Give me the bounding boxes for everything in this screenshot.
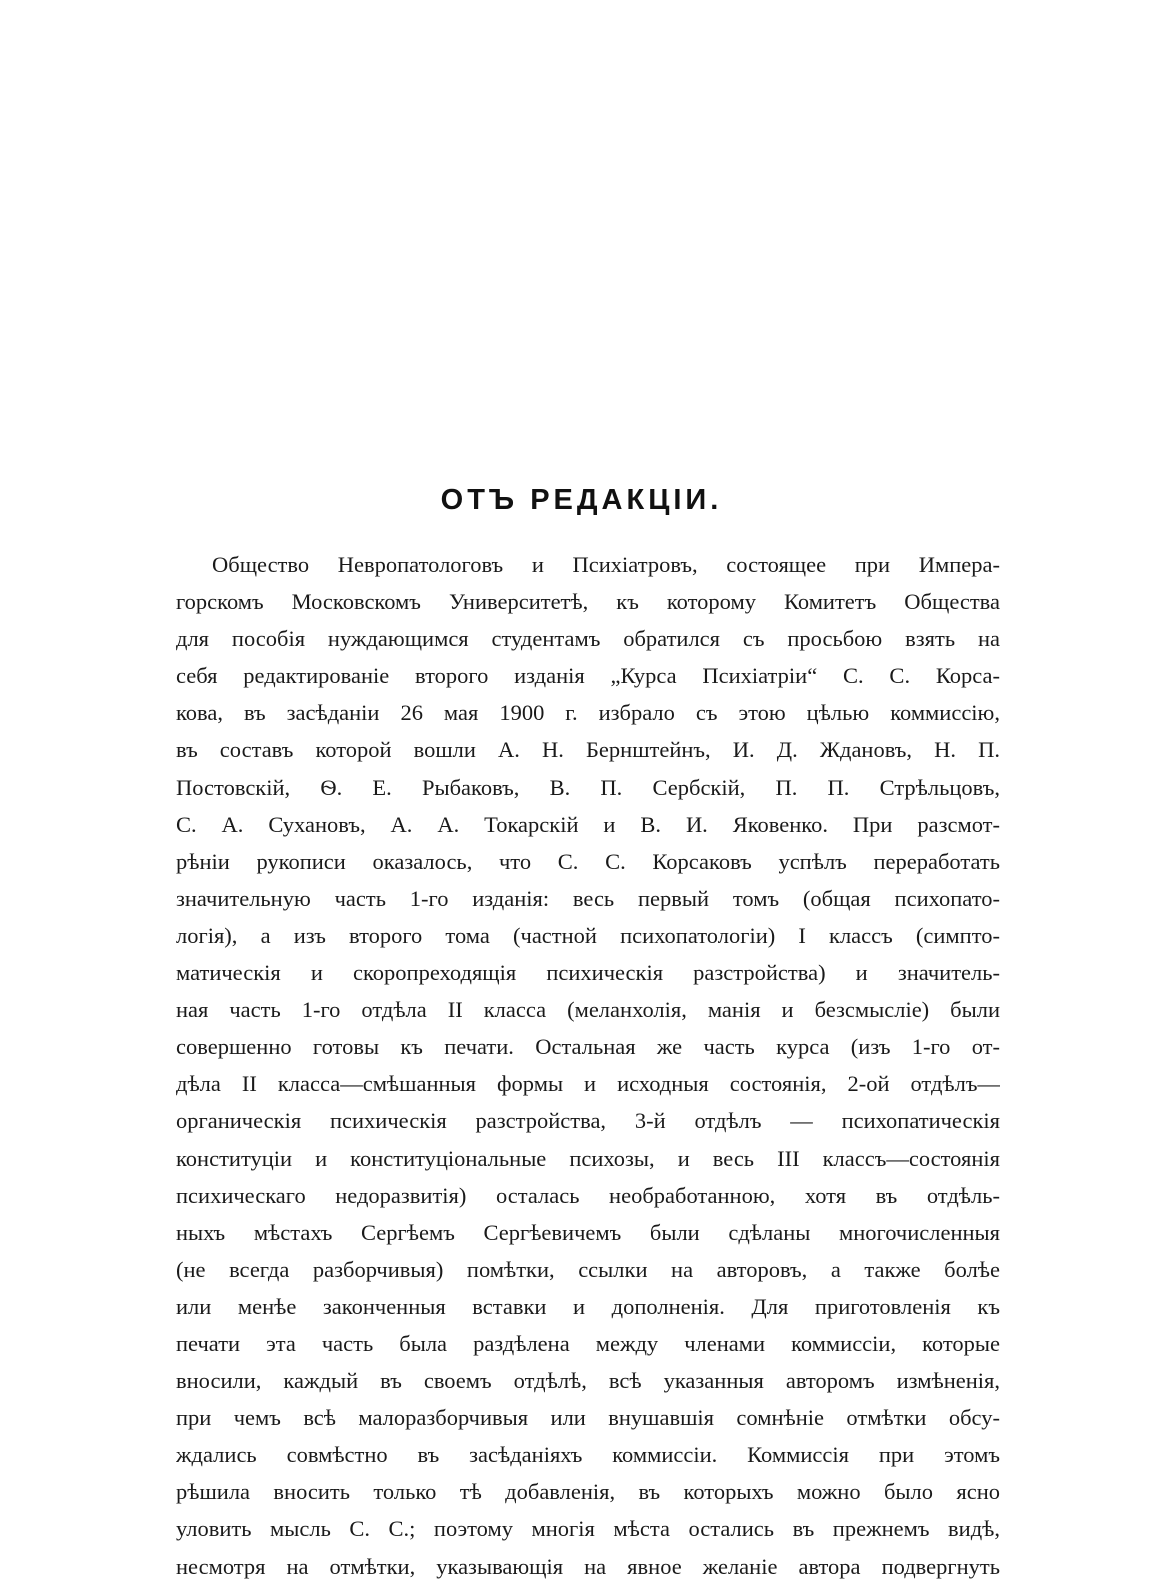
text-line: матическія и скоропреходящія психическія разстройства) и значитель- [176,960,1000,986]
text-line: рѣніи рукописи оказалось, что С. С. Корсаковъ успѣлъ переработать [176,848,1000,874]
text-line: (не всегда разборчивыя) помѣтки, ссылки на авторовъ, а также болѣе [176,1256,1000,1282]
text-line: органическія психическія разстройства, 3-й отдѣлъ — психопатическія [176,1108,1000,1134]
text-line: психическаго недоразвитія) осталась необработанною, хотя въ отдѣль- [176,1182,1000,1208]
text-line: уловить мысль С. С.; поэтому многія мѣста остались въ прежнемъ видѣ, [176,1516,1000,1542]
text-line: горскомъ Московскомъ Университетѣ, къ которому Комитетъ Общества [176,589,1000,615]
text-line: несмотря на отмѣтки, указывающія на явное желаніе автора подвергнуть [176,1553,1000,1579]
text-line: себя редактированіе второго изданія „Курса Психіатріи“ С. С. Корса- [176,663,1000,689]
text-line: логія), а изъ второго тома (частной психопатологіи) I классъ (симпто- [176,922,1000,948]
text-line: Общество Невропатологовъ и Психіатровъ, состоящее при Импера- [212,552,1000,577]
preface-paragraph [176,546,1000,1585]
text-line: ждались совмѣстно въ засѣданіяхъ коммиссіи. Коммиссія при этомъ [176,1442,1000,1468]
text-line: вносили, каждый въ своемъ отдѣлѣ, всѣ указанныя авторомъ измѣненія, [176,1368,1000,1394]
text-line: С. А. Сухановъ, А. А. Токарскій и В. И. Яковенко. При разсмот- [176,811,1000,837]
text-line: рѣшила вносить только тѣ добавленія, въ которыхъ можно было ясно [176,1479,1000,1505]
text-line: или менѣе законченныя вставки и дополненія. Для приготовленія къ [176,1293,1000,1319]
text-line: кова, въ засѣданіи 26 мая 1900 г. избрало съ этою цѣлью коммиссію, [176,700,1000,726]
text-line: при чемъ всѣ малоразборчивыя или внушавшія сомнѣніе отмѣтки обсу- [176,1405,1000,1431]
text-line: ная часть 1-го отдѣла II класса (меланхолія, манія и безсмысліе) были [176,997,1000,1023]
text-line: значительную часть 1-го изданія: весь первый томъ (общая психопато- [176,885,1000,911]
text-line: печати эта часть была раздѣлена между членами коммиссіи, которые [176,1330,1000,1356]
text-line: конституціи и конституціональные психозы, и весь III классъ—состоянія [176,1145,1000,1171]
text-line: Постовскій, Ѳ. Е. Рыбаковъ, В. П. Сербскій, П. П. Стрѣльцовъ, [176,774,1000,800]
text-line: совершенно готовы къ печати. Остальная же часть курса (изъ 1-го от- [176,1034,1000,1060]
text-line: въ составъ которой вошли А. Н. Бернштейнъ, И. Д. Ждановъ, Н. П. [176,737,1000,763]
text-line: ныхъ мѣстахъ Сергѣемъ Сергѣевичемъ были сдѣланы многочисленныя [176,1219,1000,1245]
text-line: для пособія нуждающимся студентамъ обратился съ просьбою взять на [176,626,1000,652]
text-line: дѣла II класса—смѣшанныя формы и исходныя состоянія, 2-ой отдѣлъ— [176,1071,1000,1097]
section-heading: ОТЪ РЕДАКЦІИ. [440,484,723,516]
